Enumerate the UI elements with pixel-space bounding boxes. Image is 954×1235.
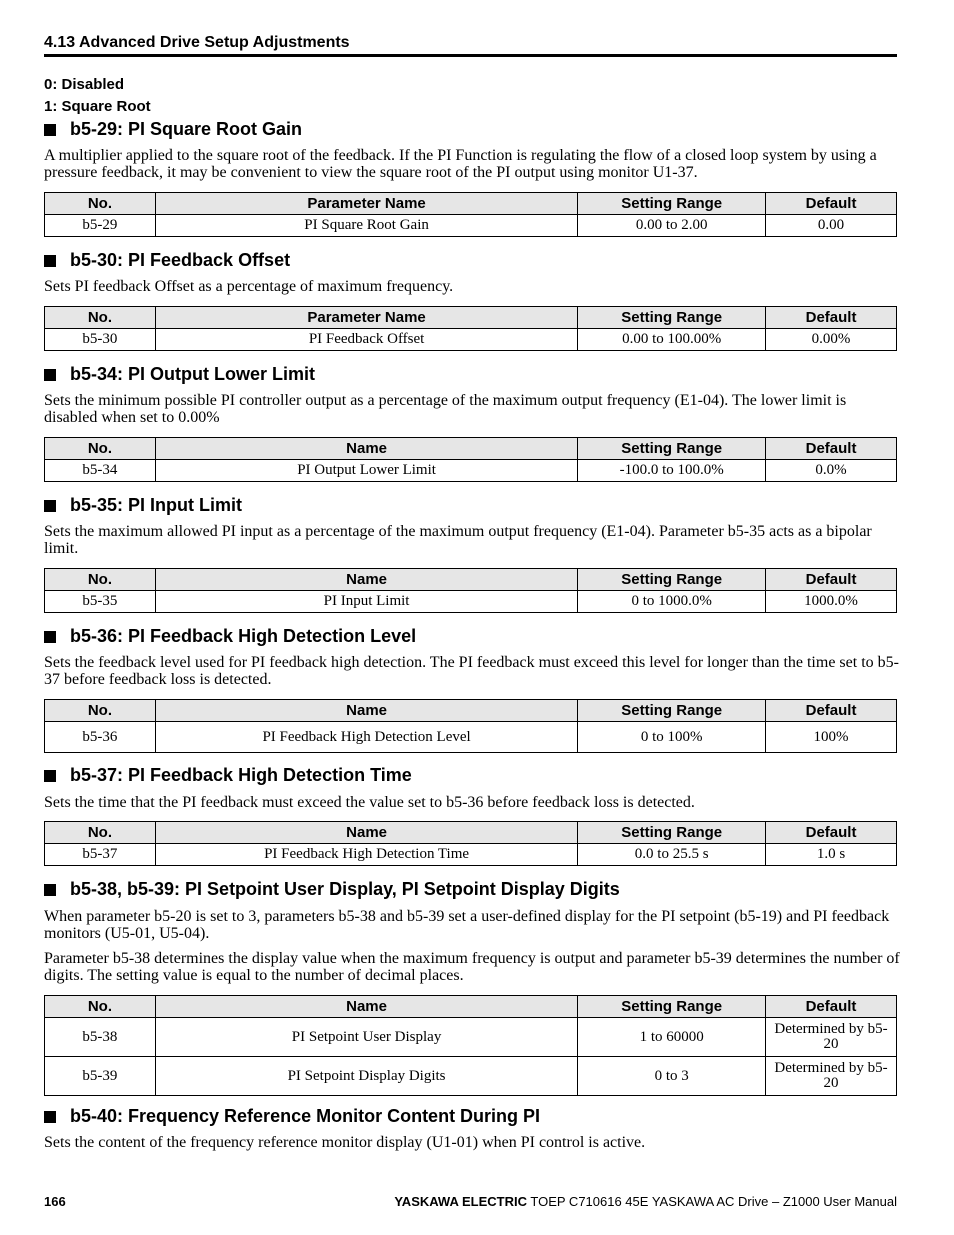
option-disabled: 0: Disabled <box>44 76 125 93</box>
footer-manual-info <box>394 1194 897 1209</box>
paragraph-b5-36: Sets the feedback level used for PI feedback high detection. The PI feedback must exceed this level for longer than the time set to b5-37 before feedback loss is detected. <box>44 654 899 688</box>
section-heading-b5-40 <box>44 1106 540 1127</box>
paragraph-b5-38-details: Parameter b5-38 determines the display value when the maximum frequency is output and parameter b5-39 determines the number of digits. The setting value is equal to the number of decimal places. <box>44 950 900 984</box>
cell-default: 0.00 <box>766 215 897 237</box>
bullet-square-icon <box>44 369 56 381</box>
cell-default: 1000.0% <box>766 591 897 613</box>
paragraph-b5-30: Sets PI feedback Offset as a percentage of maximum frequency. <box>44 278 454 295</box>
column-header: Parameter Name <box>155 307 577 329</box>
column-header: Default <box>766 822 897 844</box>
cell-no: b5-36 <box>45 722 156 753</box>
section-heading-b5-35 <box>44 495 242 516</box>
param-table-b5-35 <box>44 568 897 613</box>
bullet-square-icon <box>44 884 56 896</box>
cell-name: PI Feedback Offset <box>155 329 577 351</box>
column-header: Default <box>766 193 897 215</box>
cell-default: 100% <box>766 722 897 753</box>
paragraph-b5-38-intro: When parameter b5-20 is set to 3, parameters b5-38 and b5-39 set a user-defined display for the PI setpoint (b5-19) and PI feedback monitors (U5-01, U5-04). <box>44 908 890 942</box>
cell-range: 0 to 100% <box>578 722 766 753</box>
table-row <box>45 1057 897 1096</box>
table-header-row <box>45 822 897 844</box>
section-heading-b5-38-39 <box>44 879 620 900</box>
cell-no: b5-34 <box>45 460 156 482</box>
section-heading-b5-30 <box>44 250 290 271</box>
table-header-row <box>45 569 897 591</box>
cell-name: PI Feedback High Detection Level <box>155 722 577 753</box>
heading-text: b5-38, b5-39: PI Setpoint User Display, PI Setpoint Display Digits <box>70 879 620 899</box>
cell-range: 0.00 to 100.00% <box>578 329 766 351</box>
column-header: Name <box>155 700 577 722</box>
cell-no: b5-37 <box>45 844 156 866</box>
table-row <box>45 215 897 237</box>
column-header: Setting Range <box>578 307 766 329</box>
cell-no: b5-39 <box>45 1057 156 1096</box>
cell-default: Determined by b5-20 <box>766 1018 897 1057</box>
cell-no: b5-35 <box>45 591 156 613</box>
param-table-b5-38-39 <box>44 995 897 1096</box>
cell-default: 1.0 s <box>766 844 897 866</box>
bullet-square-icon <box>44 631 56 643</box>
heading-text: b5-36: PI Feedback High Detection Level <box>70 626 417 646</box>
param-table-b5-34 <box>44 437 897 482</box>
cell-no: b5-38 <box>45 1018 156 1057</box>
cell-name: PI Output Lower Limit <box>155 460 577 482</box>
bullet-square-icon <box>44 770 56 782</box>
column-header: Name <box>155 438 577 460</box>
column-header: Setting Range <box>578 569 766 591</box>
section-heading-b5-34 <box>44 364 315 385</box>
param-table-b5-37 <box>44 821 897 866</box>
table-row <box>45 722 897 753</box>
cell-name: PI Setpoint User Display <box>155 1018 577 1057</box>
heading-text: b5-34: PI Output Lower Limit <box>70 364 316 384</box>
heading-text: b5-35: PI Input Limit <box>70 495 243 515</box>
cell-default: Determined by b5-20 <box>766 1057 897 1096</box>
cell-name: PI Input Limit <box>155 591 577 613</box>
table-header-row <box>45 996 897 1018</box>
paragraph-b5-29: A multiplier applied to the square root of the feedback. If the PI Function is regulating the flow of a closed loop system by using a pressure feedback, it may be convenient to view the square root of the PI output using monitor U1-37. <box>44 147 877 181</box>
cell-range: 0.00 to 2.00 <box>578 215 766 237</box>
table-header-row <box>45 307 897 329</box>
param-table-b5-30 <box>44 306 897 351</box>
column-header: Name <box>155 569 577 591</box>
paragraph-b5-35: Sets the maximum allowed PI input as a percentage of the maximum output frequency (E1-04). Parameter b5-35 acts as a bipolar limit. <box>44 523 872 557</box>
cell-no: b5-29 <box>45 215 156 237</box>
column-header: No. <box>45 307 156 329</box>
bullet-square-icon <box>44 1111 56 1123</box>
table-header-row <box>45 700 897 722</box>
column-header: Setting Range <box>578 700 766 722</box>
cell-name: PI Feedback High Detection Time <box>155 844 577 866</box>
table-row <box>45 591 897 613</box>
cell-name: PI Setpoint Display Digits <box>155 1057 577 1096</box>
paragraph-b5-37: Sets the time that the PI feedback must exceed the value set to b5-36 before feedback loss is detected. <box>44 794 695 811</box>
cell-range: 0 to 1000.0% <box>578 591 766 613</box>
column-header: No. <box>45 438 156 460</box>
table-header-row <box>45 438 897 460</box>
column-header: Setting Range <box>578 822 766 844</box>
column-header: No. <box>45 700 156 722</box>
column-header: No. <box>45 822 156 844</box>
table-row <box>45 844 897 866</box>
column-header: Default <box>766 996 897 1018</box>
paragraph-b5-40: Sets the content of the frequency reference monitor display (U1-01) when PI control is active. <box>44 1134 646 1151</box>
cell-name: PI Square Root Gain <box>155 215 577 237</box>
cell-default: 0.0% <box>766 460 897 482</box>
column-header: Setting Range <box>578 193 766 215</box>
footer-manual-title: TOEP C710616 45E YASKAWA AC Drive – Z1000 User Manual <box>530 1194 897 1209</box>
cell-no: b5-30 <box>45 329 156 351</box>
column-header: Name <box>155 822 577 844</box>
param-table-b5-36 <box>44 699 897 753</box>
bullet-square-icon <box>44 500 56 512</box>
column-header: No. <box>45 996 156 1018</box>
column-header: Default <box>766 569 897 591</box>
column-header: Setting Range <box>578 996 766 1018</box>
cell-range: 0 to 3 <box>578 1057 766 1096</box>
column-header: No. <box>45 193 156 215</box>
column-header: Default <box>766 438 897 460</box>
heading-text: b5-29: PI Square Root Gain <box>70 119 303 139</box>
column-header: Name <box>155 996 577 1018</box>
table-row <box>45 460 897 482</box>
option-square-root: 1: Square Root <box>44 98 151 115</box>
column-header: Setting Range <box>578 438 766 460</box>
page-footer <box>44 1194 897 1209</box>
table-row <box>45 1018 897 1057</box>
page-header-title: 4.13 Advanced Drive Setup Adjustments <box>44 34 897 57</box>
column-header: Default <box>766 700 897 722</box>
section-heading-b5-37 <box>44 765 412 786</box>
cell-range: 0.0 to 25.5 s <box>578 844 766 866</box>
heading-text: b5-40: Frequency Reference Monitor Content During PI <box>70 1106 541 1126</box>
cell-range: -100.0 to 100.0% <box>578 460 766 482</box>
section-heading-b5-36 <box>44 626 416 647</box>
bullet-square-icon <box>44 255 56 267</box>
heading-text: b5-30: PI Feedback Offset <box>70 250 291 270</box>
column-header: Parameter Name <box>155 193 577 215</box>
bullet-square-icon <box>44 124 56 136</box>
cell-range: 1 to 60000 <box>578 1018 766 1057</box>
param-table-b5-29 <box>44 192 897 237</box>
paragraph-b5-34: Sets the minimum possible PI controller output as a percentage of the maximum output frequency (E1-04). The lower limit is disabled when set to 0.00% <box>44 392 847 426</box>
column-header: No. <box>45 569 156 591</box>
page-number: 166 <box>44 1194 66 1209</box>
column-header: Default <box>766 307 897 329</box>
table-row <box>45 329 897 351</box>
heading-text: b5-37: PI Feedback High Detection Time <box>70 765 412 785</box>
section-heading-b5-29 <box>44 119 302 140</box>
cell-default: 0.00% <box>766 329 897 351</box>
table-header-row <box>45 193 897 215</box>
footer-brand: YASKAWA ELECTRIC <box>394 1194 527 1209</box>
